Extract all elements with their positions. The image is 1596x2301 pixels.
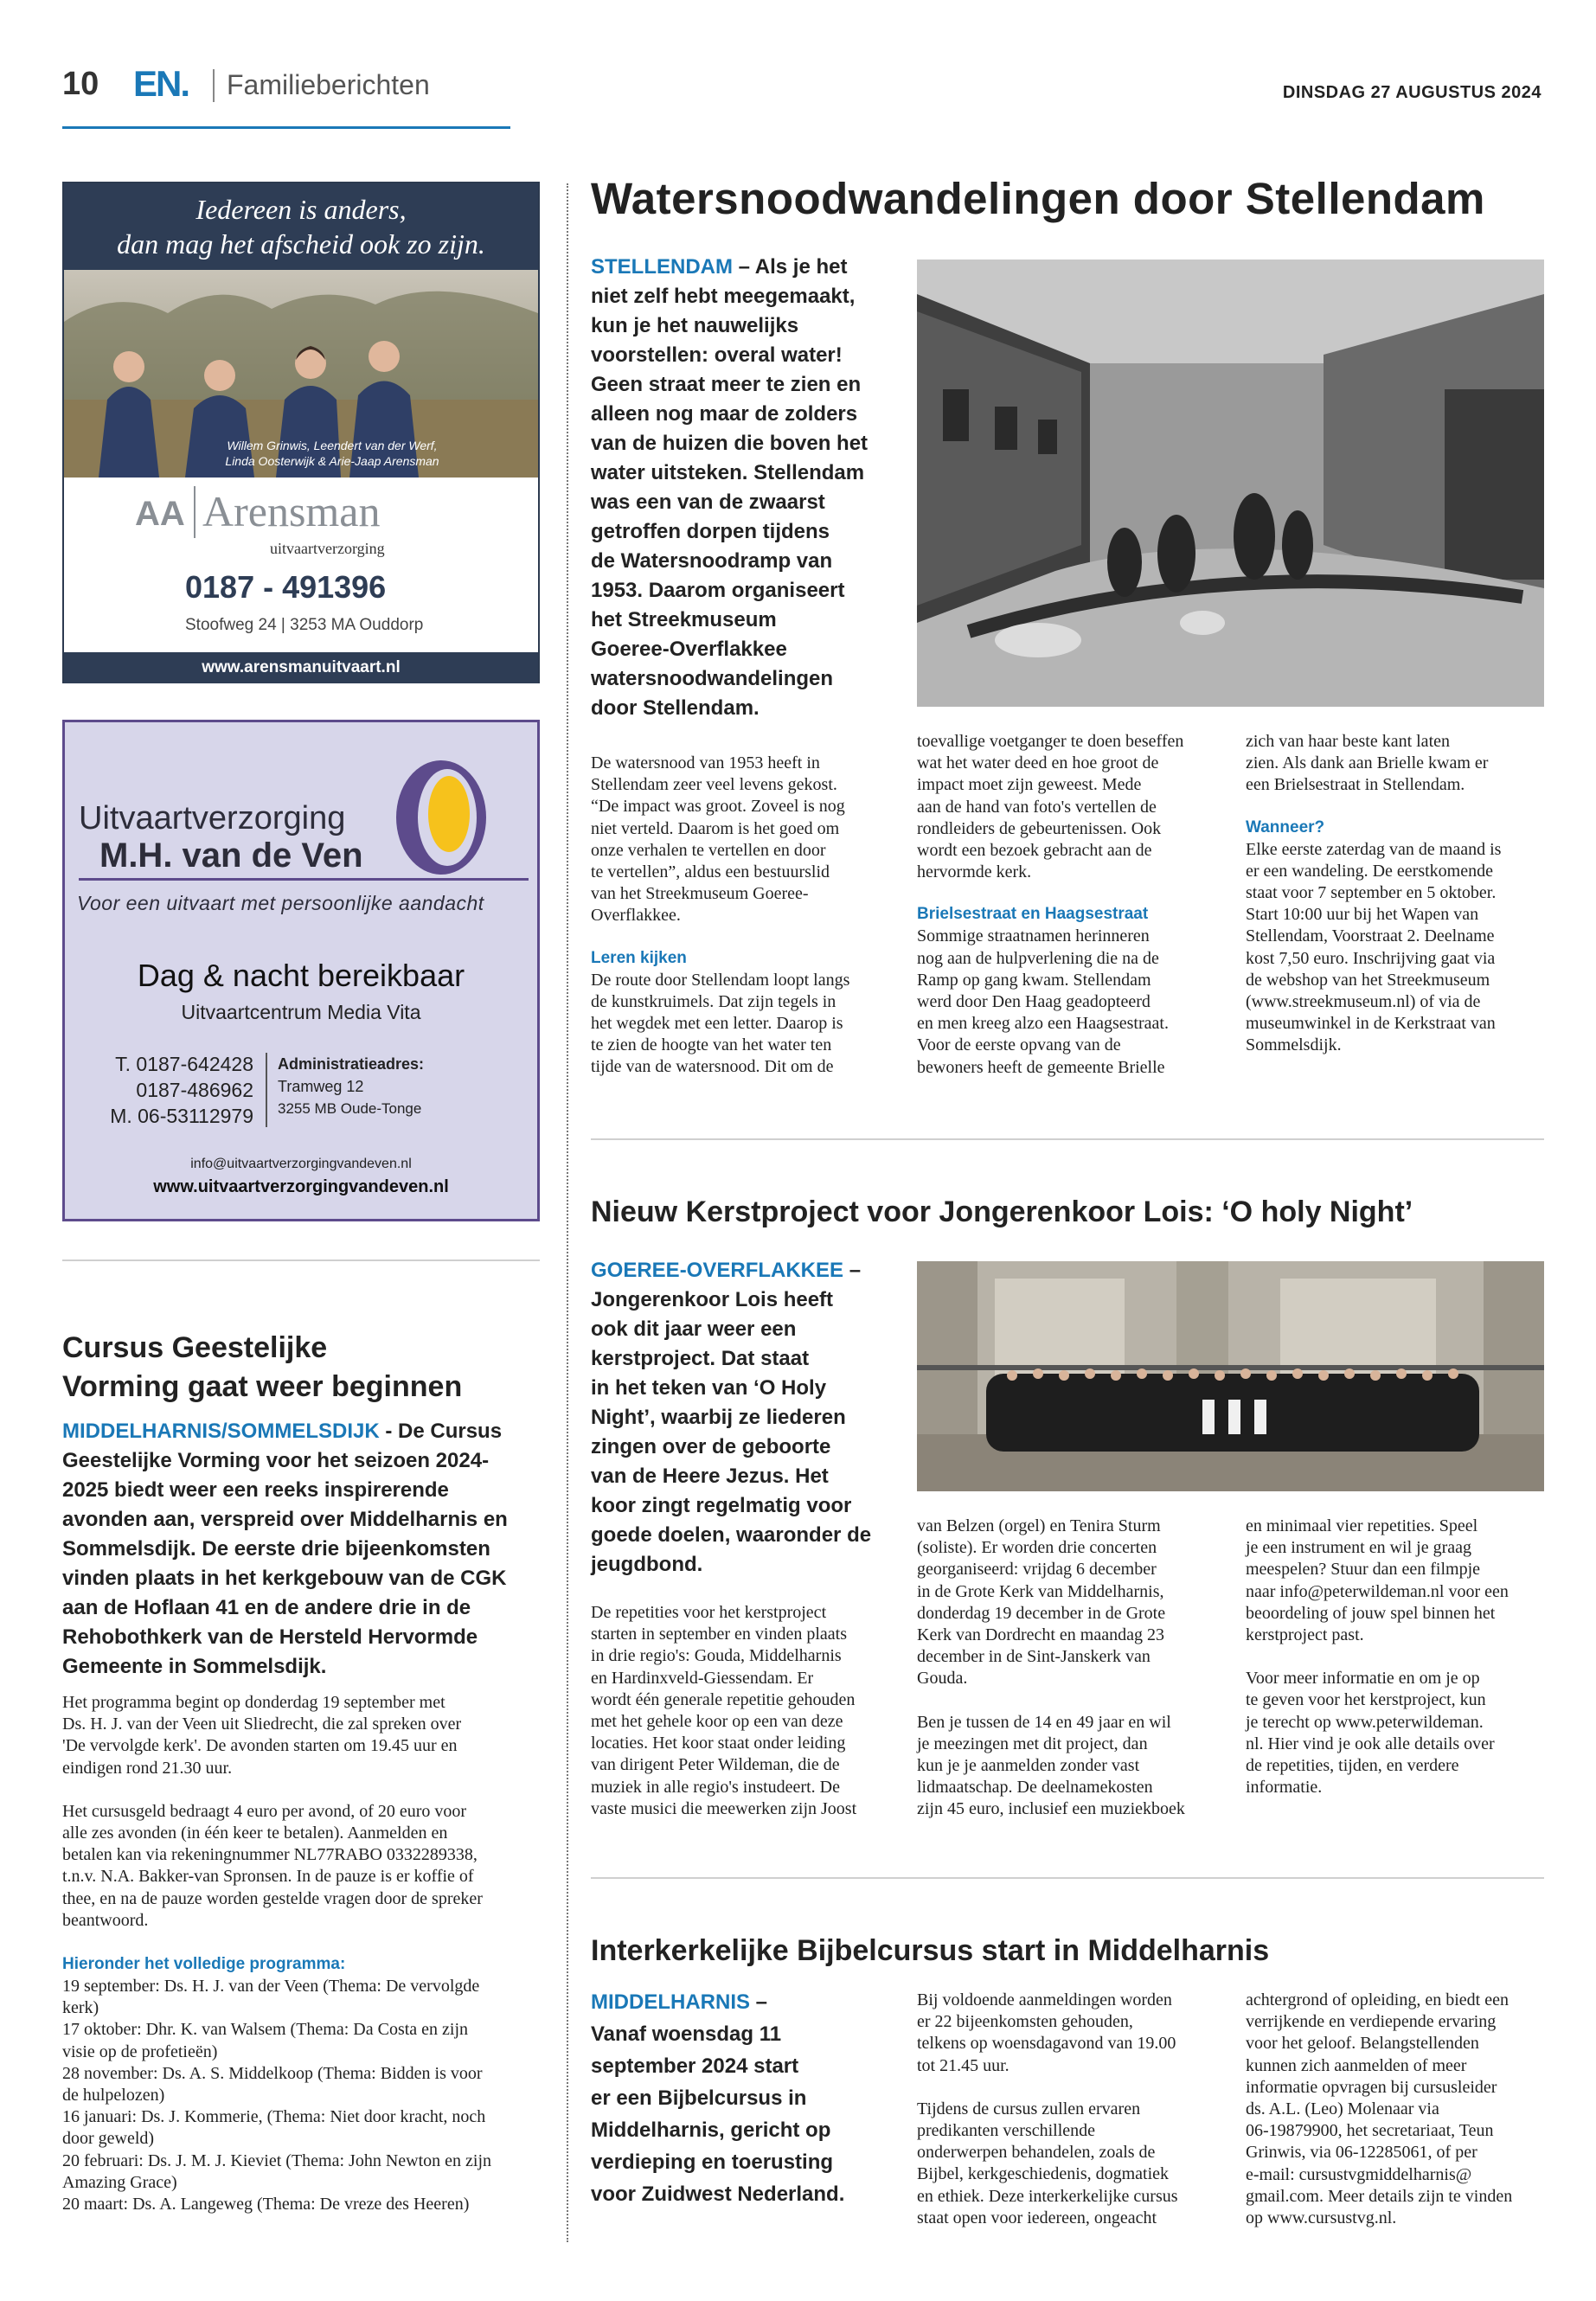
article-headline	[62, 1329, 547, 1407]
text-line: bewoners heeft de gemeente Brielle	[917, 1057, 1165, 1077]
article-col	[917, 731, 1228, 1079]
article-lead	[62, 1417, 547, 1682]
text-line: alle zes avonden (in één keer te betalen). Aanmelden en	[62, 1823, 448, 1843]
text-line: 'De vervolgde kerk'. De avonden starten om 19.45 uur en	[62, 1736, 458, 1756]
text-line: – Als je het	[733, 255, 848, 279]
section-title: Familieberichten	[227, 69, 430, 100]
arensman-ad[interactable]	[62, 182, 540, 683]
text-line: Night’, waarbij ze liederen	[591, 1406, 846, 1429]
text-line: Het programma begint op donderdag 19 september met	[62, 1693, 445, 1712]
text-line: De repetities voor het kerstproject	[591, 1603, 827, 1622]
text-line: aan de hand van foto's vertellen de	[917, 797, 1157, 817]
text-line: 1953. Daarom organiseert	[591, 579, 845, 602]
text-line: kunnen zich aanmelden of meer	[1246, 2055, 1467, 2075]
text-line: staat open voor iedereen, ongeacht	[917, 2208, 1157, 2227]
text-line: gmail.com. Meer details zijn te vinden	[1246, 2186, 1513, 2206]
text-line: nl. Hier vind je ook alle details over	[1246, 1734, 1495, 1753]
text-line: en ethiek. Deze interkerkelijke cursus	[917, 2186, 1178, 2206]
text-line: onze verhalen te vertellen en door	[591, 840, 826, 860]
phone-number[interactable]: M. 06-53112979	[110, 1105, 253, 1127]
text-line: er een Bijbelcursus in	[591, 2086, 807, 2110]
vandeven-title: Uitvaartverzorging	[79, 800, 346, 836]
vandeven-email[interactable]: info@uitvaartverzorgingvandeven.nl	[190, 1157, 412, 1171]
text-line: Voor meer informatie en om je op	[1246, 1669, 1480, 1689]
text-line: goede doelen, waaronder de	[591, 1523, 872, 1547]
section-rule	[62, 1259, 540, 1261]
text-line: niet zelf hebt meegemaakt,	[591, 285, 856, 308]
text-line: predikanten verschillende	[917, 2121, 1096, 2141]
text-line: visie op de profetieën)	[62, 2041, 218, 2061]
text-line: muziek in alle regio's instudeert. De	[591, 1777, 840, 1797]
text-line: Start 10:00 uur bij het Wapen van	[1246, 905, 1479, 925]
text-line: Jongerenkoor Lois heeft	[591, 1288, 834, 1311]
text-line: kun je je aanmelden zonder vast	[917, 1756, 1140, 1776]
text-line: te geven voor het kerstproject, kun	[1246, 1690, 1486, 1710]
text-line: september 2024 start	[591, 2054, 799, 2078]
text-line: Gouda.	[917, 1669, 968, 1689]
phone-number[interactable]: 0187-486962	[136, 1079, 253, 1101]
arensman-website[interactable]: www.arensmanuitvaart.nl	[64, 652, 538, 683]
vandeven-availability: Dag & nacht bereikbaar	[137, 958, 465, 993]
text-line: onderwerpen behandelen, zoals de	[917, 2143, 1156, 2163]
text-line: museumwinkel in de Kerkstraat van	[1246, 1014, 1496, 1034]
text-line: kerstproject. Dat staat	[591, 1347, 810, 1370]
text-line: 16 januari: Ds. J. Kommerie, (Thema: Niet door kracht, noch	[62, 2107, 486, 2127]
text-line: werd door Den Haag geadopteerd	[917, 992, 1151, 1012]
logo-divider	[194, 486, 195, 538]
subheading: Wanneer?	[1246, 817, 1325, 836]
text-line: in het teken van ‘O Holy	[591, 1376, 827, 1400]
text-line: beoordeling of jouw spel binnen het	[1246, 1603, 1496, 1623]
text-line: koor zingt regelmatig voor	[591, 1494, 852, 1517]
text-line: vaste musici die meewerken zijn Joost	[591, 1798, 857, 1818]
text-line: Sommige straatnamen herinneren	[917, 926, 1150, 946]
text-line: informatie opvragen bij cursusleider	[1246, 2077, 1497, 2097]
text-line: de Watersnoodramp van	[591, 549, 833, 573]
text-line: je meezingen met dit project, dan	[917, 1734, 1148, 1753]
text-line: 19 september: Ds. H. J. van der Veen (Thema: De vervolgde	[62, 1977, 480, 1997]
text-line: achtergrond of opleiding, en biedt een	[1246, 1990, 1509, 2009]
dateline-place: MIDDELHARNIS	[591, 1990, 750, 2014]
vandeven-ad[interactable]	[62, 720, 540, 1221]
text-line: De watersnood van 1953 heeft in	[591, 753, 820, 772]
text-line: starten in september en vinden plaats	[591, 1625, 848, 1644]
text-line: aan de Hoflaan 41 en de andere drie in de	[62, 1596, 471, 1619]
ad-slogan-line: dan mag het afscheid ook zo zijn.	[117, 228, 485, 260]
text-line: zingen over de geboorte	[591, 1435, 831, 1458]
phone-number[interactable]: T. 0187-642428	[115, 1053, 253, 1075]
text-line: kost 7,50 euro. Inschrijving gaat via	[1246, 948, 1496, 968]
text-line: van de Heere Jezus. Het	[591, 1465, 829, 1488]
text-line: Amazing Grace)	[62, 2172, 177, 2192]
article-col	[1246, 1990, 1548, 2229]
article-col	[1246, 731, 1548, 1057]
text-line: watersnoodwandelingen	[591, 667, 834, 690]
text-line: en Hardinxveld-Giessendam. Er	[591, 1668, 814, 1688]
text-line: getroffen dorpen tijdens	[591, 520, 830, 543]
text-line: Rehobothkerk van de Hersteld Hervormde	[62, 1625, 478, 1649]
text-line: - De Cursus	[379, 1420, 503, 1443]
arensman-phone[interactable]: 0187 - 491396	[185, 569, 387, 605]
text-line: lidmaatschap. De deelnamekosten	[917, 1778, 1153, 1798]
text-line: een Brielsestraat in Stellendam.	[1246, 775, 1465, 795]
text-line: de repetities, tijden, en verdere	[1246, 1756, 1459, 1776]
vandeven-rule	[79, 878, 529, 881]
text-line: Sommelsdijk. De eerste drie bijeenkomsten	[62, 1537, 490, 1561]
text-line: door Stellendam.	[591, 696, 760, 720]
masthead-divider	[213, 69, 215, 102]
article-col	[591, 753, 894, 1079]
text-line: naar info@peterwildeman.nl voor een	[1246, 1581, 1509, 1601]
text-line: van dirigent Peter Wildeman, die de	[591, 1755, 840, 1775]
text-line: het wegdek met een letter. Daarop is	[591, 1014, 843, 1034]
text-line: Tijdens de cursus zullen ervaren	[917, 2099, 1141, 2118]
text-line: kerk)	[62, 1998, 99, 2018]
arensman-logo-sub: uitvaartverzorging	[270, 540, 385, 557]
article-lead	[591, 1986, 895, 2210]
text-line: voor Zuidwest Nederland.	[591, 2182, 845, 2206]
text-line: t.n.v. N.A. Bakker-van Spronsen. In de pauze is er koffie of	[62, 1867, 474, 1887]
choir-photo	[917, 1261, 1544, 1491]
vandeven-name: M.H. van de Ven	[99, 836, 363, 875]
text-line: wordt één generale repetitie gehouden	[591, 1689, 856, 1709]
article-body	[62, 1692, 547, 2215]
text-line: je terecht op www.peterwildeman.	[1246, 1712, 1484, 1732]
text-line: tot 21.45 uur.	[917, 2055, 1010, 2075]
text-line: Ben je tussen de 14 en 49 jaar en wil	[917, 1712, 1171, 1732]
text-line: Vanaf woensdag 11	[591, 2022, 782, 2046]
text-line: er een wandeling. De eerstkomende	[1246, 861, 1493, 881]
vandeven-phones	[108, 1051, 253, 1129]
ad-slogan-line: Iedereen is anders,	[195, 194, 407, 225]
article-headline: Interkerkelijke Bijbelcursus start in Middelharnis	[591, 1934, 1270, 1967]
headline-line: Cursus Geestelijke	[62, 1331, 328, 1364]
masthead-rule	[62, 126, 510, 129]
text-line: Stellendam zeer veel levens gekost.	[591, 775, 837, 795]
article-headline: Watersnoodwandelingen door Stellendam	[591, 174, 1485, 223]
vandeven-logo-icon	[394, 757, 489, 878]
text-line: in de Grote Kerk van Middelharnis,	[917, 1581, 1164, 1601]
text-line: –	[843, 1259, 862, 1282]
article-lead	[591, 1256, 895, 1580]
text-line: verdieping en toerusting	[591, 2150, 834, 2174]
column-divider	[567, 183, 568, 2242]
text-line: verrijkende en verdiepende ervaring	[1246, 2012, 1497, 2032]
text-line: Geen straat meer te zien en	[591, 373, 862, 396]
text-line: Overflakkee.	[591, 906, 681, 926]
text-line: 06-19879900, het secretariaat, Teun	[1246, 2121, 1494, 2141]
text-line: Grinwis, via 06-12285061, of per	[1246, 2143, 1477, 2163]
section-rule	[591, 1877, 1544, 1879]
article-lead	[591, 253, 894, 723]
text-line: van Belzen (orgel) en Tenira Sturm	[917, 1516, 1161, 1535]
text-line: tijde van de watersnood. Dit om de	[591, 1057, 834, 1077]
subheading: Leren kijken	[591, 948, 687, 967]
text-line: niet verteld. Daarom is het goed om	[591, 818, 840, 838]
photo-caption	[151, 438, 514, 469]
arensman-logo-name: Arensman	[202, 487, 381, 535]
text-line: december in de Sint-Janskerk van	[917, 1647, 1151, 1667]
text-line: hervormde kerk.	[917, 862, 1032, 882]
text-line: met het gehele koor op een van deze	[591, 1712, 843, 1732]
text-line: te zien de hoogte van het water ten	[591, 1035, 832, 1055]
text-line: Elke eerste zaterdag van de maand is	[1246, 839, 1502, 859]
text-line: Sommelsdijk.	[1246, 1035, 1342, 1055]
text-line: Gemeente in Sommelsdijk.	[62, 1655, 327, 1678]
text-line: zijn 45 euro, inclusief een muziekboek	[917, 1799, 1185, 1819]
text-line: 20 februari: Ds. J. M. J. Kieviet (Thema: John Newton en zijn	[62, 2150, 492, 2170]
headline-line: Vorming gaat weer beginnen	[62, 1370, 463, 1403]
ad-slogan	[64, 183, 538, 270]
text-line: en minimaal vier repetities. Speel	[1246, 1516, 1478, 1535]
text-line: Ds. H. J. van der Veen uit Sliedrecht, die zal spreken over	[62, 1715, 462, 1734]
text-line: op www.cursustvg.nl.	[1246, 2208, 1397, 2228]
text-line: er 22 bijeenkomsten gehouden,	[917, 2012, 1133, 2032]
arensman-logo-mark: AA	[135, 495, 185, 533]
text-line: door geweld)	[62, 2129, 155, 2149]
dateline-place: MIDDELHARNIS/SOMMELSDIJK	[62, 1420, 380, 1443]
text-line: 28 november: Ds. A. S. Middelkoop (Thema: Bidden is voor	[62, 2063, 483, 2083]
text-line: wat het water deed en hoe groot de	[917, 753, 1159, 773]
text-line: kerstproject past.	[1246, 1625, 1364, 1645]
flood-photo	[917, 260, 1544, 707]
text-line: De route door Stellendam loopt langs	[591, 970, 850, 990]
text-line: locaties. Het koor staat onder leiding	[591, 1734, 846, 1753]
text-line: meespelen? Stuur dan een filmpje	[1246, 1560, 1481, 1580]
text-line: Ramp op gang kwam. Stellendam	[917, 970, 1151, 990]
text-line: en men kreeg alzo een Haagsestraat.	[917, 1014, 1169, 1034]
text-line: in drie regio's: Gouda, Middelharnis	[591, 1646, 842, 1666]
admin-label: Administratieadres:	[278, 1055, 425, 1073]
vandeven-admin	[278, 1053, 424, 1120]
text-line: thee, en na de pauze worden gestelde vragen door de spreker	[62, 1888, 483, 1908]
text-line: Geestelijke Vorming voor het seizoen 2024-	[62, 1449, 490, 1472]
text-line: voorstellen: overal water!	[591, 343, 843, 367]
issue-date: DINSDAG 27 AUGUSTUS 2024	[1282, 83, 1542, 102]
text-line: was een van de zwaarst	[591, 490, 825, 514]
admin-line: Tramweg 12	[278, 1078, 364, 1095]
section-rule	[591, 1138, 1544, 1140]
text-line: eindigen rond 21.30 uur.	[62, 1758, 233, 1778]
newspaper-logo[interactable]: EN.	[133, 63, 189, 104]
article-headline: Nieuw Kerstproject voor Jongerenkoor Lois: ‘O holy Night’	[591, 1195, 1413, 1228]
text-line: 2025 biedt weer een reeks inspirerende	[62, 1478, 449, 1502]
text-line: toevallige voetganger te doen beseffen	[917, 732, 1184, 751]
page-number: 10	[62, 66, 99, 102]
text-line: (www.streekmuseum.nl) of via de	[1246, 992, 1481, 1012]
text-line: ook dit jaar weer een	[591, 1317, 797, 1341]
text-line: de kunstkruimels. Dat zijn tegels in	[591, 991, 836, 1011]
text-line: voor het geloof. Belangstellenden	[1246, 2034, 1479, 2054]
text-line: Het cursusgeld bedraagt 4 euro per avond, of 20 euro voor	[62, 1801, 467, 1821]
article-cursus	[62, 1329, 547, 2215]
text-line: beantwoord.	[62, 1910, 149, 1930]
text-line: ds. A.L. (Leo) Molenaar via	[1246, 2099, 1439, 2119]
text-line: Bij voldoende aanmeldingen worden	[917, 1990, 1172, 2009]
text-line: betalen kan via rekeningnummer NL77RABO 0332289338,	[62, 1845, 478, 1865]
text-line: informatie.	[1246, 1778, 1323, 1798]
text-line: –	[750, 1990, 768, 2014]
text-line: te vertellen”, aldus een bestuurslid	[591, 862, 830, 882]
text-line: Kerk van Dordrecht en maandag 23	[917, 1625, 1164, 1645]
article-col	[591, 1602, 902, 1820]
vandeven-website[interactable]: www.uitvaartverzorgingvandeven.nl	[153, 1177, 449, 1196]
caption-line: Linda Oosterwijk & Arie-Jaap Arensman	[225, 454, 439, 468]
text-line: zich van haar beste kant laten	[1246, 732, 1450, 751]
text-line: de webshop van het Streekmuseum	[1246, 970, 1490, 990]
vandeven-divider	[266, 1053, 267, 1127]
text-line: telkens op woensdagavond van 19.00	[917, 2034, 1176, 2054]
text-line: vinden plaats in het kerkgebouw van de CGK	[62, 1567, 507, 1590]
text-line: wordt een bezoek gebracht aan de	[917, 841, 1152, 861]
program-heading: Hieronder het volledige programma:	[62, 1955, 346, 1974]
caption-line: Willem Grinwis, Leendert van der Werf,	[227, 439, 438, 452]
text-line: Voor de eerste opvang van de	[917, 1035, 1121, 1055]
text-line: van de huizen die boven het	[591, 432, 869, 455]
text-line: Middelharnis, gericht op	[591, 2118, 831, 2142]
article-col	[1246, 1516, 1548, 1798]
text-line: staat voor 7 september en 5 oktober.	[1246, 883, 1497, 903]
text-line: Stellendam, Voorstraat 2. Deelname	[1246, 926, 1495, 946]
text-line: donderdag 19 december in de Grote	[917, 1603, 1166, 1623]
text-line: Bijbel, kerkgeschiedenis, dogmatiek	[917, 2164, 1170, 2184]
text-line: “De impact was groot. Zoveel is nog	[591, 797, 845, 817]
text-line: zien. Als dank aan Brielle kwam er	[1246, 753, 1489, 773]
text-line: kun je het nauwelijks	[591, 314, 799, 337]
text-line: georganiseerd: vrijdag 6 december	[917, 1560, 1157, 1580]
vandeven-centre: Uitvaartcentrum Media Vita	[181, 1001, 421, 1023]
subheading: Brielsestraat en Haagsestraat	[917, 905, 1149, 924]
text-line: avonden aan, verspreid over Middelharnis en	[62, 1508, 508, 1531]
text-line: 17 oktober: Dhr. K. van Walsem (Thema: Da Costa en zijn	[62, 2020, 469, 2040]
text-line: alleen nog maar de zolders	[591, 402, 858, 426]
text-line: de hulpelozen)	[62, 2086, 165, 2106]
text-line: 20 maart: Ds. A. Langeweg (Thema: De vreze des Heeren)	[62, 2195, 470, 2214]
text-line: jeugdbond.	[591, 1553, 703, 1576]
vandeven-tagline: Voor een uitvaart met persoonlijke aandacht	[77, 892, 484, 914]
text-line: (soliste). Er worden drie concerten	[917, 1538, 1157, 1558]
arensman-address: Stoofweg 24 | 3253 MA Ouddorp	[185, 616, 424, 634]
text-line: Goeree-Overflakkee	[591, 638, 787, 661]
text-line: nog aan de hulpverlening die na de	[917, 948, 1159, 968]
dateline-place: STELLENDAM	[591, 255, 733, 279]
text-line: je een instrument en wil je graag	[1246, 1538, 1472, 1558]
text-line: van het Streekmuseum Goeree-	[591, 884, 809, 904]
article-col	[917, 1516, 1228, 1821]
text-line: rondleiders de gebeurtenissen. Ook	[917, 818, 1162, 838]
text-line: impact moet zijn geweest. Mede	[917, 775, 1142, 795]
article-col	[917, 1990, 1228, 2229]
text-line: het Streekmuseum	[591, 608, 777, 631]
admin-line: 3255 MB Oude-Tonge	[278, 1100, 422, 1117]
text-line: e-mail: cursustvgmiddelharnis@	[1246, 2164, 1472, 2184]
text-line: water uitsteken. Stellendam	[591, 461, 865, 484]
dateline-place: GOEREE-OVERFLAKKEE	[591, 1259, 844, 1282]
